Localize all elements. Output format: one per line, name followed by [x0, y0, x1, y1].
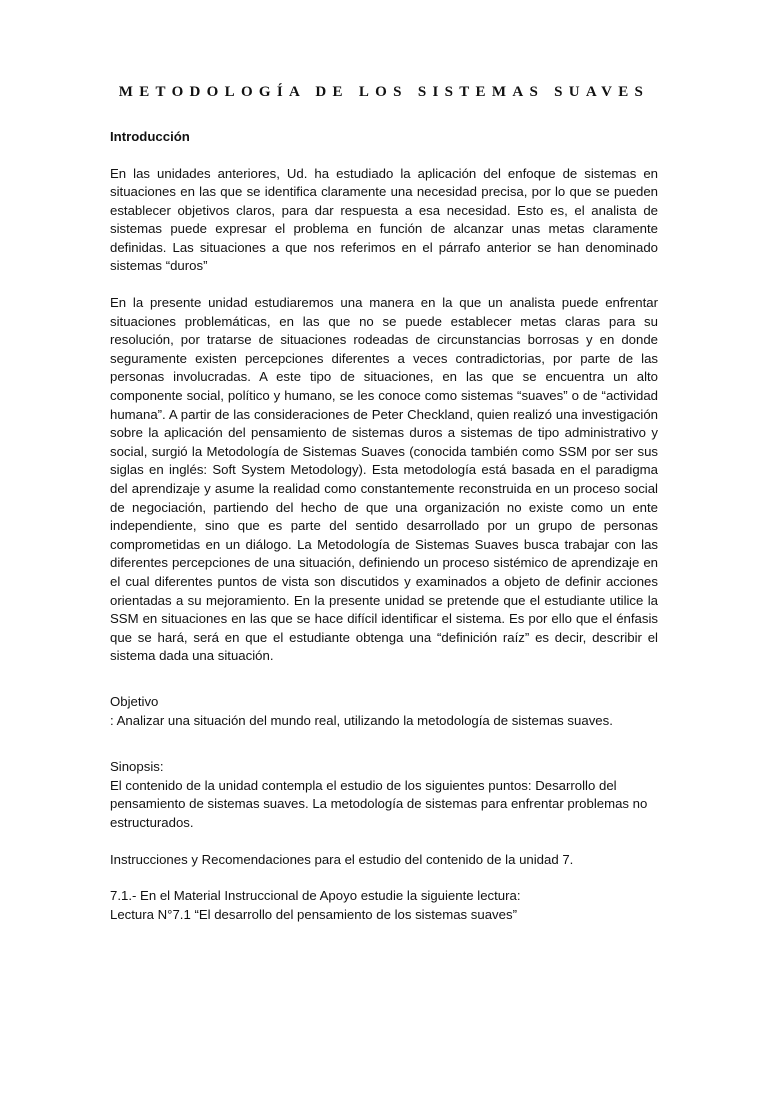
- reading-block: [110, 887, 658, 924]
- synopsis-label: Sinopsis:: [110, 759, 164, 775]
- document-title: METODOLOGÍA DE LOS SISTEMAS SUAVES: [118, 84, 650, 100]
- objective-block: [110, 693, 658, 730]
- intro-paragraph-1: En las unidades anteriores, Ud. ha estudiado la aplicación del enfoque de sistemas en situaciones en las que se identifica claramente una necesidad precisa, por lo que se pueden establecer objetivos claros, para dar respuesta a esa necesidad. Esto es, el analista de sistemas puede expresar el problema en función de alcanzar unas metas claramente definidas. Las situaciones a que nos referimos en el párrafo anterior se han denominado sistemas “duros”: [110, 165, 658, 274]
- objective-text: : Analizar una situación del mundo real, utilizando la metodología de sistemas suaves.: [110, 712, 613, 728]
- synopsis-block: [110, 758, 658, 832]
- objective-label: Objetivo: [110, 693, 159, 709]
- instructions-text: Instrucciones y Recomendaciones para el estudio del contenido de la unidad 7.: [110, 851, 574, 867]
- reading-7-1: Lectura N°7.1 “El desarrollo del pensamiento de los sistemas suaves”: [110, 906, 517, 922]
- synopsis-text: El contenido de la unidad contempla el estudio de los siguientes puntos: Desarrollo del pensamiento de sistemas suaves. La metodología de sistemas para enfrentar problemas no estructurados.: [110, 777, 648, 830]
- document-page: [0, 84, 768, 1108]
- intro-heading: Introducción: [110, 129, 190, 144]
- step-7-1: 7.1.- En el Material Instruccional de Apoyo estudie la siguiente lectura:: [110, 888, 521, 904]
- intro-paragraph-2: En la presente unidad estudiaremos una manera en la que un analista puede enfrentar situaciones problemáticas, en las que no se puede establecer metas claras para su resolución, por tratarse de situaciones rodeadas de circunstancias borrosas y en donde seguramente existen percepciones diferentes a veces contradictorias, por parte de las personas involucradas. A este tipo de situaciones, en las que se encuentra un alto componente social, político y humano, se les conoce como sistemas “suaves” o de “actividad humana”. A partir de las consideraciones de Peter Checkland, quien realizó una investigación sobre la aplicación del pensamiento de sistemas duros a sistemas de tipo administrativo y social, surgió la Metodología de Sistemas Suaves (conocida también como SSM por ser sus siglas en inglés: Soft System Metodology). Esta metodología está basada en el paradigma del aprendizaje y asume la realidad como constantemente reconstruida en un proceso social de negociación, partiendo del hecho de que una organización no existe como un ente independiente, sino que es parte del sentido desarrollado por un grupo de personas comprometidas en un diálogo. La Metodología de Sistemas Suaves busca trabajar con las diferentes percepciones de una situación, definiendo un proceso sistémico de aprendizaje en el cual diferentes puntos de vista son discutidos y examinados a objeto de definir acciones orientadas a su mejoramiento. En la presente unidad se pretende que el estudiante utilice la SSM en situaciones en las que se hace difícil identificar el sistema. Es por ello que el énfasis que se hará, será en que el estudiante obtenga una “definición raíz” es decir, describir el sistema dada una situación.: [110, 295, 658, 664]
